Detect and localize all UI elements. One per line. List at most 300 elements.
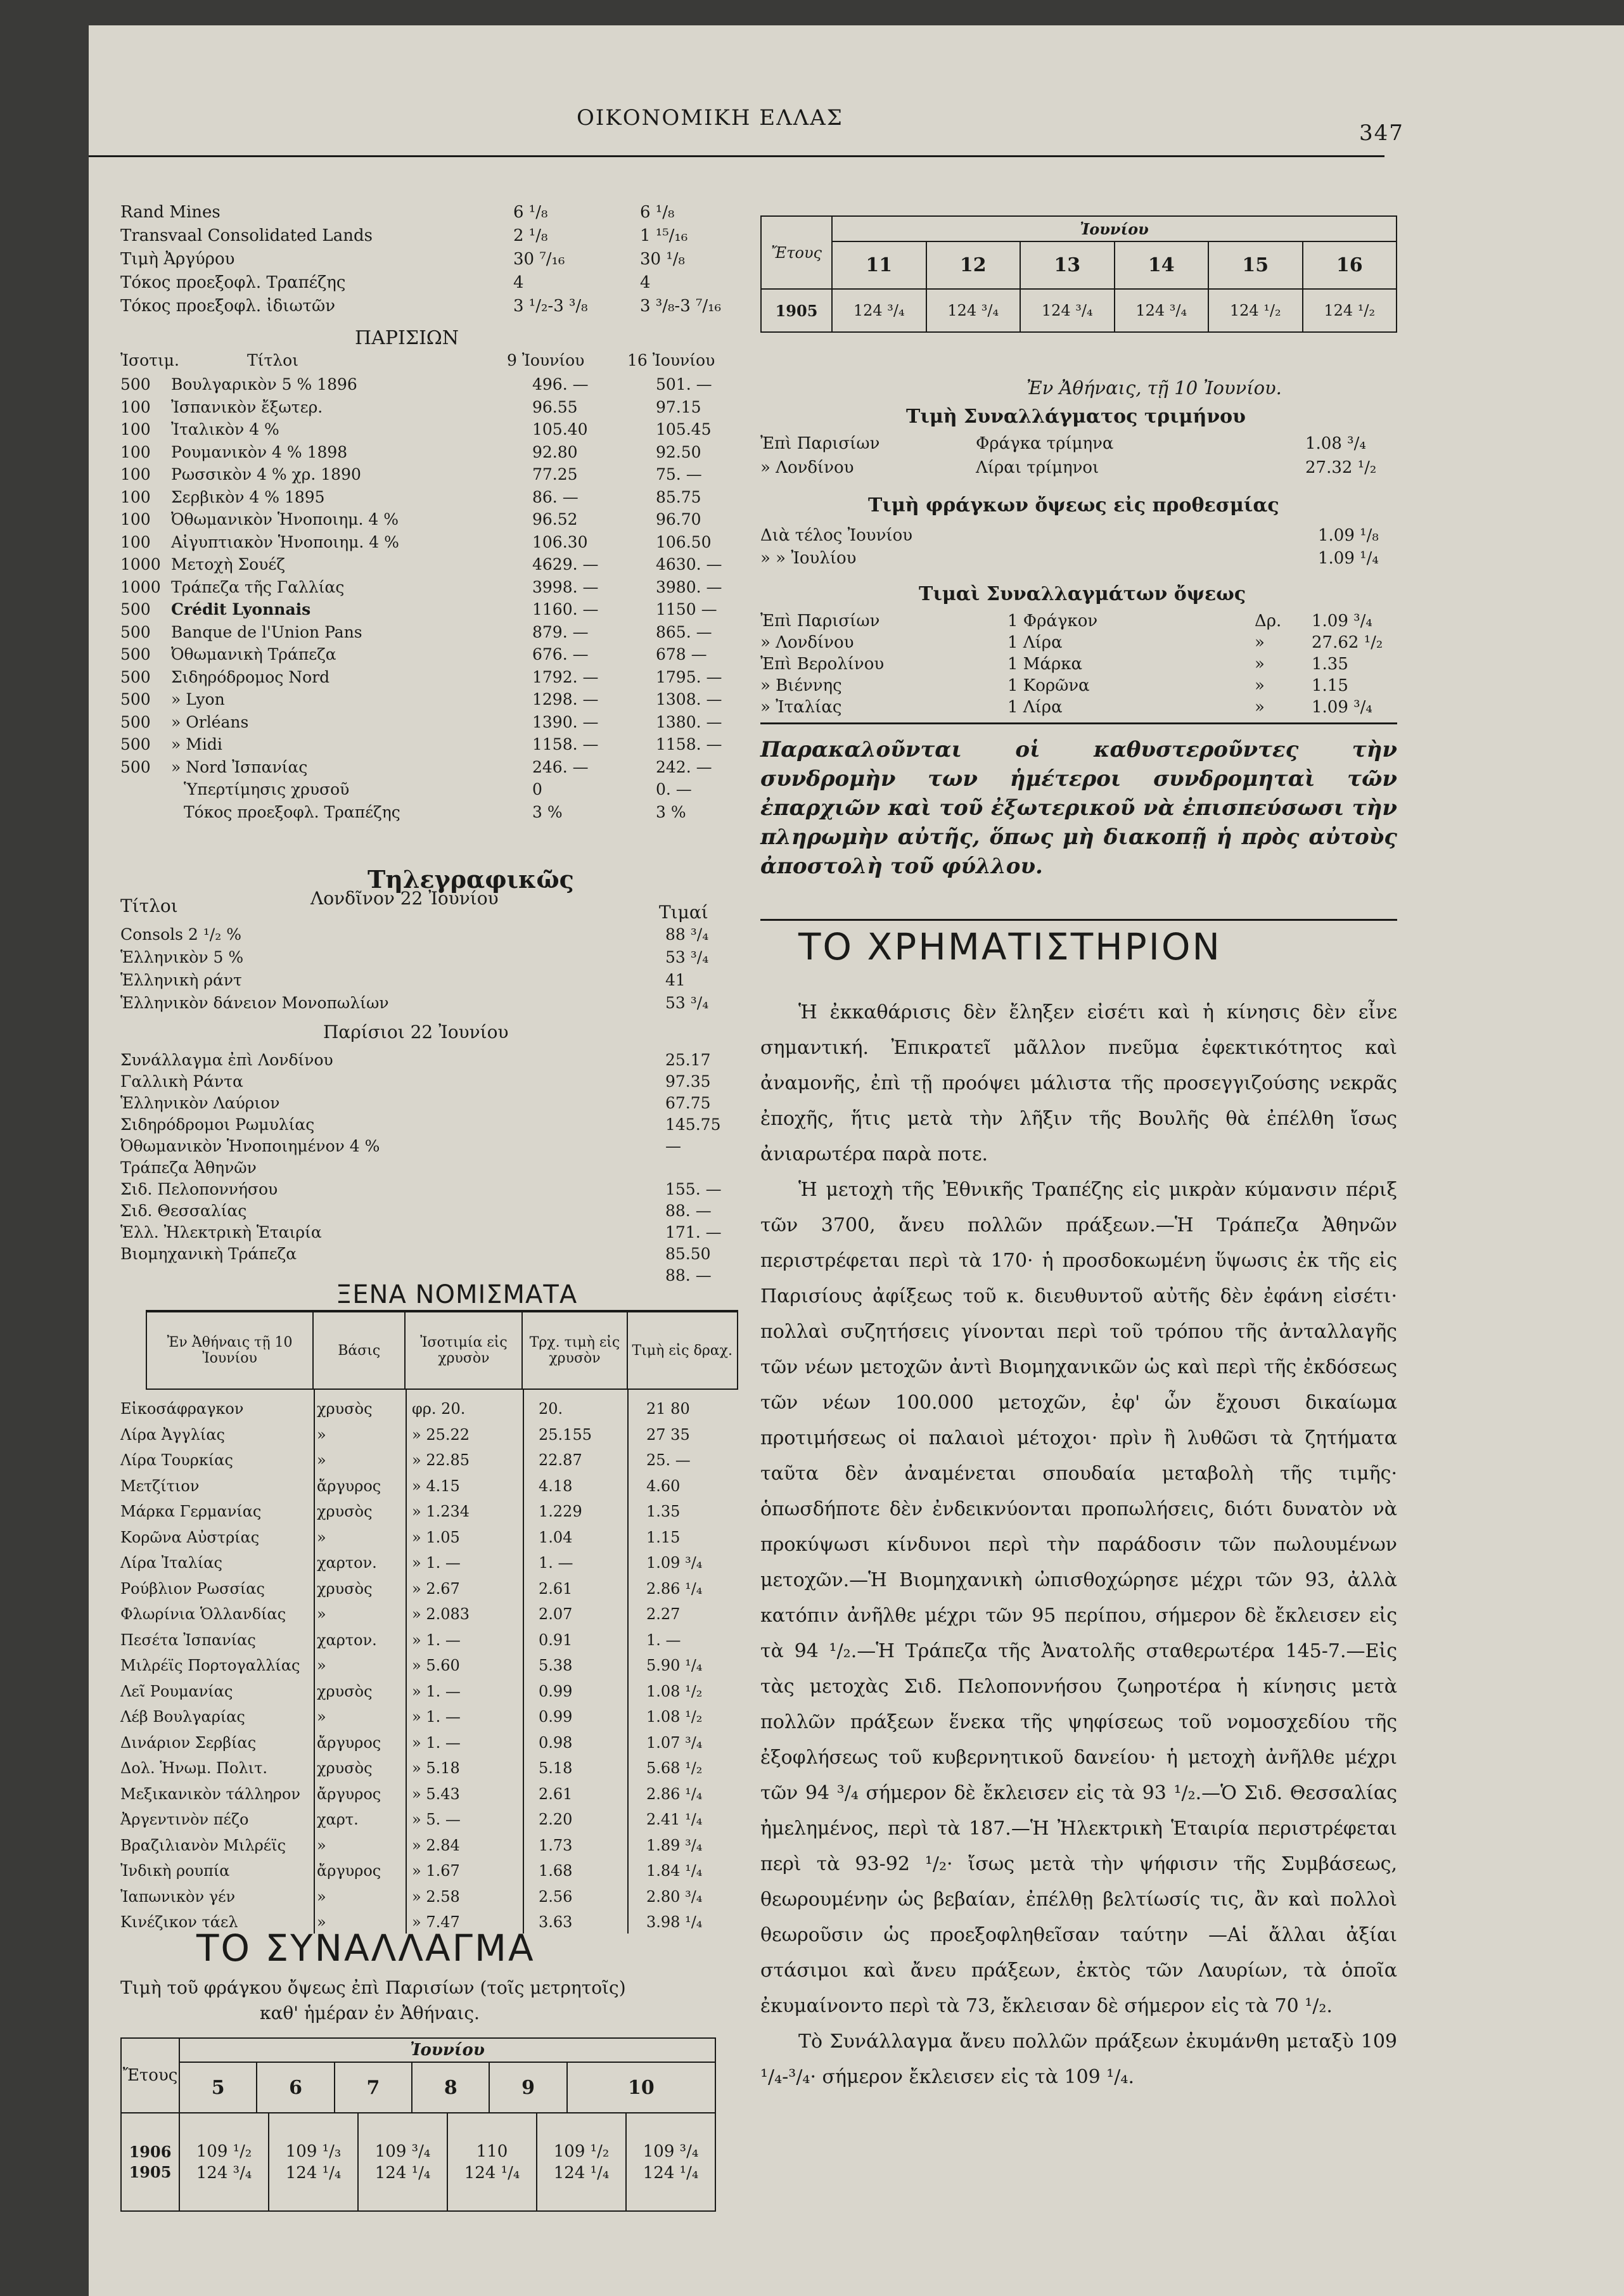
row-name: Βουλγαρικὸν 5 % 1896 — [171, 375, 357, 394]
coin-trade: 1. — — [539, 1554, 573, 1572]
coin-parity: » 2.58 — [412, 1887, 460, 1906]
row-value: 879. — — [532, 622, 589, 641]
row-par: 500 — [120, 690, 151, 709]
row-par: 500 — [120, 622, 151, 641]
bourse-heading: ΤΟ ΧΡΗΜΑΤΙΣΤΗΡΙΟΝ — [798, 925, 1222, 968]
row-value: 865. — — [656, 622, 712, 641]
exchange-value-column — [357, 2113, 447, 2210]
row-par: 100 — [120, 420, 151, 439]
coin-name: Εἰκοσάφραγκον — [120, 1400, 244, 1418]
row-par: 100 — [120, 510, 151, 529]
row-value: 88 ³/₄ — [665, 925, 709, 944]
athens-value: 1.09 ³/₄ — [1312, 698, 1372, 717]
coin-price: 1.84 ¹/₄ — [646, 1862, 703, 1880]
header-rule — [89, 155, 1384, 157]
exchange-day: 10 — [567, 2062, 715, 2113]
row-value: 3980. — — [656, 577, 722, 596]
right-day: 12 — [926, 241, 1021, 289]
row-value: 75. — — [656, 465, 702, 484]
athens-currency: » — [1255, 676, 1265, 695]
right-day: 16 — [1303, 241, 1397, 289]
coin-name: Ἀργεντινὸν πέζο — [120, 1811, 249, 1828]
athens-label: » Ἰταλίας — [760, 698, 842, 717]
coin-trade: 1.04 — [539, 1528, 573, 1546]
coin-basis: » — [317, 1913, 326, 1931]
exchange-value-1905: 124 ³/₄ — [196, 2163, 252, 2183]
row-name: Ἑλληνικὸν 5 % — [120, 948, 244, 966]
exchange-table — [120, 2037, 716, 2212]
coin-basis: » — [317, 1708, 326, 1726]
row-value: 96.55 — [532, 397, 578, 416]
athens-unit: 1 Μάρκα — [1007, 655, 1083, 674]
athens-label: Ἐπὶ Παρισίων — [760, 434, 880, 453]
row-value: 86. — — [532, 487, 579, 506]
row-name: Σιδηρόδρομοι Ρωμυλίας — [120, 1115, 315, 1134]
coin-price: 1.08 ¹/₂ — [646, 1708, 703, 1726]
row-value: 2 ¹/₈ — [513, 226, 548, 245]
row-value: 25.17 — [665, 1051, 711, 1069]
coin-basis: » — [317, 1451, 326, 1469]
exchange-values — [180, 2113, 715, 2210]
coin-basis: » — [317, 1887, 326, 1906]
athens-unit: 1 Λίρα — [1007, 698, 1063, 717]
row-value: 3 % — [656, 802, 686, 821]
athens-value: 1.35 — [1312, 655, 1348, 674]
right-month: Ἰουνίου — [832, 216, 1397, 241]
newspaper-page — [89, 25, 1624, 2296]
row-value: 30 ¹/₈ — [640, 250, 685, 269]
right-value: 124 ³/₄ — [1115, 289, 1209, 332]
coin-price: 21 80 — [646, 1400, 690, 1418]
athens-unit: 1 Κορῶνα — [1007, 676, 1090, 695]
coin-name: Κινέζικον τάελ — [120, 1913, 238, 1931]
coin-price: 1.89 ³/₄ — [646, 1836, 703, 1854]
row-par: 100 — [120, 465, 151, 484]
row-name: Ἑλληνικὸν δάνειον Μονοπωλίων — [120, 994, 389, 1012]
row-value: 1150 — — [656, 600, 717, 619]
row-value: 246. — — [532, 757, 589, 776]
row-name: » Midi — [171, 735, 222, 754]
coin-parity: » 7.47 — [412, 1913, 460, 1931]
row-par: 500 — [120, 375, 151, 394]
coin-basis: χαρτον. — [317, 1631, 377, 1649]
right-value: 124 ³/₄ — [926, 289, 1021, 332]
coin-name: Δινάριον Σερβίας — [120, 1733, 257, 1752]
athens-unit: 1 Φράγκον — [1007, 612, 1098, 631]
exchange-value-column — [180, 2113, 268, 2210]
right-day: 15 — [1208, 241, 1303, 289]
coin-parity: » 4.15 — [412, 1477, 460, 1495]
row-value: 171. — — [665, 1223, 722, 1241]
row-name: Τόκος προεξοφλ. Τραπέζης — [120, 273, 346, 292]
telegraph-paris-heading: Παρίσιοι 22 Ἰουνίου — [323, 1022, 509, 1042]
coin-name: Βραζιλιανὸν Μιλρέϊς — [120, 1836, 286, 1854]
exchange-day: 7 — [335, 2062, 412, 2113]
athens-label: » » Ἰουλίου — [760, 549, 857, 568]
bourse-paragraph: Τὸ Συνάλλαγμα ἄνευ πολλῶν πράξεων ἐκυμάνθη μεταξὺ 109 ¹/₄-³/₄· σήμερον ἔκλεισεν εἰς τὰ 109 ¹/₄. — [760, 2030, 1397, 2088]
tel-col-prices: Τιμαί — [659, 902, 708, 923]
coin-price: 1.07 ³/₄ — [646, 1733, 703, 1752]
athens-label: Ἐπὶ Βερολίνου — [760, 655, 885, 674]
row-name: Σερβικὸν 4 % 1895 — [171, 487, 325, 506]
coin-name: Ρούβλιον Ρωσσίας — [120, 1579, 265, 1598]
coin-basis: » — [317, 1425, 326, 1444]
row-name: Crédit Lyonnais — [171, 600, 311, 619]
coin-trade: 0.98 — [539, 1733, 573, 1752]
exchange-value-column — [268, 2113, 357, 2210]
exchange-value-column — [625, 2113, 715, 2210]
row-value: 96.52 — [532, 510, 578, 529]
row-value: 77.25 — [532, 465, 578, 484]
coin-trade: 2.61 — [539, 1785, 573, 1803]
coin-basis: χρυσὸς — [317, 1400, 373, 1418]
coin-name: Δολ. Ἡνωμ. Πολιτ. — [120, 1759, 267, 1777]
tel-col-titloi: Τίτλοι — [120, 895, 178, 916]
row-name: » Orléans — [171, 712, 249, 731]
row-value: 4 — [640, 273, 651, 292]
row-value: 92.50 — [656, 442, 701, 461]
row-value: 106.50 — [656, 532, 712, 551]
coin-basis: » — [317, 1657, 326, 1674]
row-value: 155. — — [665, 1180, 722, 1198]
row-value: 1 ¹⁵/₁₆ — [640, 226, 688, 245]
coins-col-price: Τιμὴ εἰς δραχ. — [627, 1312, 738, 1389]
row-value: 1160. — — [532, 600, 599, 619]
row-par: 100 — [120, 532, 151, 551]
right-exchange-table — [760, 215, 1397, 333]
row-value: 3 % — [532, 802, 563, 821]
coin-price: 2.80 ³/₄ — [646, 1887, 703, 1906]
exchange-year-1906: 1906 — [129, 2142, 172, 2161]
row-value: 4630. — — [656, 555, 722, 574]
row-name: Ρουμανικὸν 4 % 1898 — [171, 442, 348, 461]
row-value: 676. — — [532, 645, 589, 664]
row-name: » Nord Ἰσπανίας — [171, 757, 308, 776]
exchange-value-1906: 109 ¹/₂ — [196, 2141, 252, 2161]
athens-value: 27.62 ¹/₂ — [1312, 633, 1383, 652]
athens-currency: Δρ. — [1255, 612, 1282, 631]
exchange-col-years: Ἔτους — [121, 2038, 179, 2113]
coin-basis: » — [317, 1528, 326, 1546]
athens-section-3: Τιμαὶ Συναλλαγμάτων ὄψεως — [919, 583, 1246, 605]
coin-name: Ἰαπωνικὸν γέν — [120, 1887, 236, 1906]
coin-parity: » 2.083 — [412, 1605, 470, 1623]
coin-price: 1.08 ¹/₂ — [646, 1682, 703, 1700]
athens-section-1: Τιμὴ Συναλλάγματος τριμήνου — [906, 406, 1246, 428]
coin-name: Λέβ Βουλγαρίας — [120, 1708, 245, 1726]
coin-basis: χαρτον. — [317, 1554, 377, 1572]
row-value: 106.30 — [532, 532, 588, 551]
exchange-day: 6 — [257, 2062, 334, 2113]
row-par: 1000 — [120, 577, 161, 596]
coin-parity: » 1. — — [412, 1708, 461, 1726]
row-name: Banque de l'Union Pans — [171, 622, 362, 641]
row-value: — — [665, 1137, 681, 1155]
row-name: Γαλλικὴ Ράντα — [120, 1072, 243, 1091]
athens-currency: » — [1255, 655, 1265, 674]
coin-name: Λίρα Ἀγγλίας — [120, 1425, 225, 1444]
row-name: Transvaal Consolidated Lands — [120, 226, 373, 245]
row-par: 500 — [120, 645, 151, 664]
coin-trade: 1.68 — [539, 1862, 573, 1880]
row-name: Ρωσσικὸν 4 % χρ. 1890 — [171, 465, 361, 484]
left-column — [120, 203, 754, 2250]
row-value: 88. — — [665, 1202, 712, 1220]
row-par: 500 — [120, 735, 151, 754]
exchange-value-1906: 109 ³/₄ — [643, 2141, 699, 2161]
athens-label: » Λονδίνου — [760, 458, 854, 477]
row-value: 1390. — — [532, 712, 599, 731]
exchange-years — [121, 2113, 179, 2211]
coin-name: Ἰνδικὴ ρουπία — [120, 1862, 230, 1880]
col-date-2: 16 Ἰουνίου — [627, 351, 715, 369]
coin-name: Λεῖ Ρουμανίας — [120, 1682, 233, 1700]
row-par: 500 — [120, 712, 151, 731]
row-name: Αἰγυπτιακὸν Ἡνοποιημ. 4 % — [171, 532, 399, 551]
athens-value: 1.09 ³/₄ — [1312, 612, 1372, 631]
coins-table-header — [146, 1311, 738, 1390]
coins-heading: ΞΕΝΑ ΝΟΜΙΣΜΑΤΑ — [336, 1280, 578, 1309]
coin-parity: » 25.22 — [412, 1425, 470, 1444]
row-name: Σιδ. Θεσσαλίας — [120, 1202, 247, 1220]
athens-heading: Ἐν Ἀθήναις, τῇ 10 Ἰουνίου. — [1026, 377, 1282, 399]
athens-label: Ἐπὶ Παρισίων — [760, 612, 880, 631]
coins-col-parity: Ἰσοτιμία εἰς χρυσὸν — [405, 1312, 522, 1389]
row-name: Rand Mines — [120, 203, 221, 222]
exchange-value-1906: 109 ¹/₂ — [553, 2141, 610, 2161]
coin-price: 4.60 — [646, 1477, 681, 1495]
bourse-article — [760, 995, 1397, 2095]
row-value: 41 — [665, 971, 686, 989]
row-value: 3 ¹/₂-3 ³/₈ — [513, 297, 588, 316]
row-value: 92.80 — [532, 442, 578, 461]
coin-basis: χαρτ. — [317, 1811, 359, 1828]
coin-parity: » 2.84 — [412, 1836, 460, 1854]
coins-divider-4 — [627, 1390, 629, 1934]
row-value: 85.75 — [656, 487, 701, 506]
coin-basis: χρυσὸς — [317, 1759, 373, 1777]
exchange-year-1905: 1905 — [129, 2162, 172, 2181]
coin-price: 1.15 — [646, 1528, 681, 1546]
athens-currency: » — [1255, 698, 1265, 717]
row-par: 500 — [120, 757, 151, 776]
coin-trade: 25.155 — [539, 1425, 592, 1444]
row-par: 500 — [120, 600, 151, 619]
right-day: 13 — [1020, 241, 1115, 289]
coin-basis: χρυσὸς — [317, 1579, 373, 1598]
coin-trade: 2.20 — [539, 1811, 573, 1828]
coin-trade: 5.18 — [539, 1759, 573, 1777]
row-value: 6 ¹/₈ — [640, 203, 675, 222]
row-name: Τράπεζα Ἀθηνῶν — [120, 1158, 257, 1177]
coin-name: Μετζίτιον — [120, 1477, 200, 1495]
coin-trade: 3.63 — [539, 1913, 573, 1931]
row-par: 100 — [120, 442, 151, 461]
coins-col-place: Ἐν Ἀθήναις τῇ 10 Ἰουνίου — [146, 1312, 313, 1389]
coins-col-trade: Τρχ. τιμὴ εἰς χρυσὸν — [522, 1312, 627, 1389]
row-value: 97.35 — [665, 1072, 711, 1091]
coin-basis: χρυσὸς — [317, 1503, 373, 1520]
coin-parity: » 22.85 — [412, 1451, 470, 1469]
coin-parity: φρ. 20. — [412, 1400, 466, 1418]
row-value: 4629. — — [532, 555, 599, 574]
coin-trade: 5.38 — [539, 1657, 573, 1674]
row-name: Ἑλληνικὸν Λαύριον — [120, 1094, 280, 1112]
coin-trade: 22.87 — [539, 1451, 582, 1469]
coin-basis: » — [317, 1605, 326, 1623]
coin-name: Μιλρέϊς Πορτογαλλίας — [120, 1657, 300, 1674]
coin-trade: 2.56 — [539, 1887, 573, 1906]
row-value: 1792. — — [532, 667, 599, 686]
athens-value: 1.09 ¹/₈ — [1318, 526, 1379, 545]
coin-parity: » 5.60 — [412, 1657, 460, 1674]
coin-basis: χρυσὸς — [317, 1682, 373, 1700]
coin-price: 1. — — [646, 1631, 681, 1649]
exchange-value-1906: 109 ¹/₃ — [285, 2141, 342, 2161]
row-value: 96.70 — [656, 510, 701, 529]
row-value: 97.15 — [656, 397, 701, 416]
coin-name: Μάρκα Γερμανίας — [120, 1503, 262, 1520]
coin-basis: ἄργυρος — [317, 1477, 381, 1495]
coin-parity: » 1.05 — [412, 1528, 460, 1546]
row-name: Ὀθωμανικὸν Ἡνοποιημένον 4 % — [120, 1137, 380, 1155]
exchange-subtitle-1: Τιμὴ τοῦ φράγκου ὄψεως ἐπὶ Παρισίων (τοῖς μετρητοῖς) — [120, 1977, 626, 1998]
row-value: 1308. — — [656, 690, 722, 709]
row-value: 1158. — — [656, 735, 722, 754]
row-value: 0. — — [656, 780, 692, 798]
coin-parity: » 5.43 — [412, 1785, 460, 1803]
coins-divider-1 — [314, 1390, 315, 1934]
coin-name: Κορῶνα Αὐστρίας — [120, 1528, 260, 1546]
coin-trade: 0.99 — [539, 1682, 573, 1700]
coin-price: 5.90 ¹/₄ — [646, 1657, 703, 1674]
row-value: 1795. — — [656, 667, 722, 686]
coin-parity: » 1.234 — [412, 1503, 470, 1520]
col-titloi: Τίτλοι — [247, 351, 299, 369]
row-value: 0 — [532, 780, 542, 798]
coin-parity: » 5. — — [412, 1811, 461, 1828]
row-value: 67.75 — [665, 1094, 711, 1112]
coin-parity: » 1. — — [412, 1733, 461, 1752]
coin-basis: ἄργυρος — [317, 1785, 381, 1803]
page-number: 347 — [1359, 120, 1404, 146]
bourse-rule — [760, 919, 1397, 921]
row-name: Ἰταλικὸν 4 % — [171, 420, 279, 439]
athens-currency: » — [1255, 633, 1265, 652]
paris-heading: ΠΑΡΙΣΙΩΝ — [355, 327, 459, 349]
subscription-notice: Παρακαλοῦνται οἱ καθυστεροῦντες τὴν συνδρομὴν των ἡμέτεροι συνδρομηταὶ τῶν ἐπαρχιῶν καὶ τοῦ ἐξωτερικοῦ νὰ ἐπισπεύσωσι τὴν πληρωμὴν αὐτῆς, ὅπως μὴ διακοπῇ ἡ πρὸς αὐτοὺς ἀποστολὴ τοῦ φύλλου. — [760, 737, 1397, 879]
row-value: 501. — — [656, 375, 712, 394]
exchange-day: 8 — [412, 2062, 489, 2113]
row-name: Ὑπερτίμησις χρυσοῦ — [184, 780, 350, 798]
athens-label: » Λονδίνου — [760, 633, 854, 652]
coin-price: 25. — — [646, 1451, 691, 1469]
row-value: 105.45 — [656, 420, 712, 439]
col-isotim: Ἰσοτιμ. — [120, 351, 179, 369]
athens-desc: Φράγκα τρίμηνα — [976, 434, 1114, 453]
telegraph-heading: Τηλεγραφικῶς — [368, 865, 574, 894]
coin-price: 2.27 — [646, 1605, 681, 1623]
coin-trade: 0.99 — [539, 1708, 573, 1726]
athens-desc: Λίραι τρίμηνοι — [976, 458, 1099, 477]
coin-trade: 2.61 — [539, 1579, 573, 1598]
exchange-value-1906: 110 — [476, 2141, 508, 2161]
row-value: 85.50 — [665, 1245, 711, 1263]
row-name: Βιομηχανικὴ Τράπεζα — [120, 1245, 297, 1263]
exchange-day: 5 — [179, 2062, 257, 2113]
right-day: 11 — [832, 241, 926, 289]
right-value: 124 ³/₄ — [1020, 289, 1115, 332]
right-day: 14 — [1115, 241, 1209, 289]
coin-price: 5.68 ¹/₂ — [646, 1759, 703, 1777]
coin-parity: » 5.18 — [412, 1759, 460, 1777]
row-value: 3 ³/₈-3 ⁷/₁₆ — [640, 297, 722, 316]
coin-name: Μεξικανικὸν τάλληρον — [120, 1785, 300, 1803]
row-name: Τιμὴ Ἀργύρου — [120, 250, 235, 269]
athens-value: 27.32 ¹/₂ — [1305, 458, 1377, 477]
row-par: 500 — [120, 667, 151, 686]
coin-trade: 1.229 — [539, 1503, 582, 1520]
coin-basis: ἄργυρος — [317, 1862, 381, 1880]
coin-trade: 20. — [539, 1400, 563, 1418]
coin-trade: 1.73 — [539, 1836, 573, 1854]
coins-col-basis: Βάσις — [313, 1312, 405, 1389]
notice-rule — [760, 722, 1397, 724]
row-value: 496. — — [532, 375, 589, 394]
athens-value: 1.15 — [1312, 676, 1348, 695]
coin-trade: 2.07 — [539, 1605, 573, 1623]
row-value: 145.75 — [665, 1115, 721, 1134]
exchange-value-1905: 124 ¹/₄ — [553, 2163, 610, 2183]
right-value: 124 ¹/₂ — [1303, 289, 1397, 332]
row-value: 4 — [513, 273, 524, 292]
coins-divider-3 — [523, 1390, 524, 1934]
row-par: 1000 — [120, 555, 161, 574]
right-column — [760, 215, 1397, 2243]
row-name: Ὀθωμανικὸν Ἡνοποιημ. 4 % — [171, 510, 399, 529]
coin-name: Λίρα Ἰταλίας — [120, 1554, 222, 1572]
row-value: 53 ³/₄ — [665, 994, 709, 1012]
right-value: 124 ³/₄ — [832, 289, 926, 332]
coin-price: 2.86 ¹/₄ — [646, 1785, 703, 1803]
row-value: 1298. — — [532, 690, 599, 709]
row-value: 88. — — [665, 1266, 712, 1285]
row-value: 53 ³/₄ — [665, 948, 709, 966]
coin-parity: » 1.67 — [412, 1862, 460, 1880]
athens-unit: 1 Λίρα — [1007, 633, 1063, 652]
row-name: » Lyon — [171, 690, 225, 709]
row-value: 30 ⁷/₁₆ — [513, 250, 565, 269]
row-name: Ὀθωμανικὴ Τράπεζα — [171, 645, 336, 664]
right-year: 1905 — [761, 289, 832, 332]
coin-name: Φλωρίνια Ὁλλανδίας — [120, 1605, 286, 1623]
right-value: 124 ¹/₂ — [1208, 289, 1303, 332]
coin-price: 2.86 ¹/₄ — [646, 1579, 703, 1598]
coin-basis: ἄργυρος — [317, 1733, 381, 1752]
col-date-1: 9 Ἰουνίου — [507, 351, 585, 369]
coin-price: 3.98 ¹/₄ — [646, 1913, 703, 1931]
row-name: Consols 2 ¹/₂ % — [120, 925, 241, 944]
row-name: Ἑλληνικὴ ράντ — [120, 971, 242, 989]
coins-divider-2 — [406, 1390, 407, 1934]
row-value: 6 ¹/₈ — [513, 203, 548, 222]
row-name: Τράπεζα τῆς Γαλλίας — [171, 577, 345, 596]
row-value: 242. — — [656, 757, 712, 776]
exchange-value-1905: 124 ¹/₄ — [285, 2163, 342, 2183]
coin-price: 2.41 ¹/₄ — [646, 1811, 703, 1828]
exchange-value-1906: 109 ³/₄ — [374, 2141, 431, 2161]
row-value: 1158. — — [532, 735, 599, 754]
